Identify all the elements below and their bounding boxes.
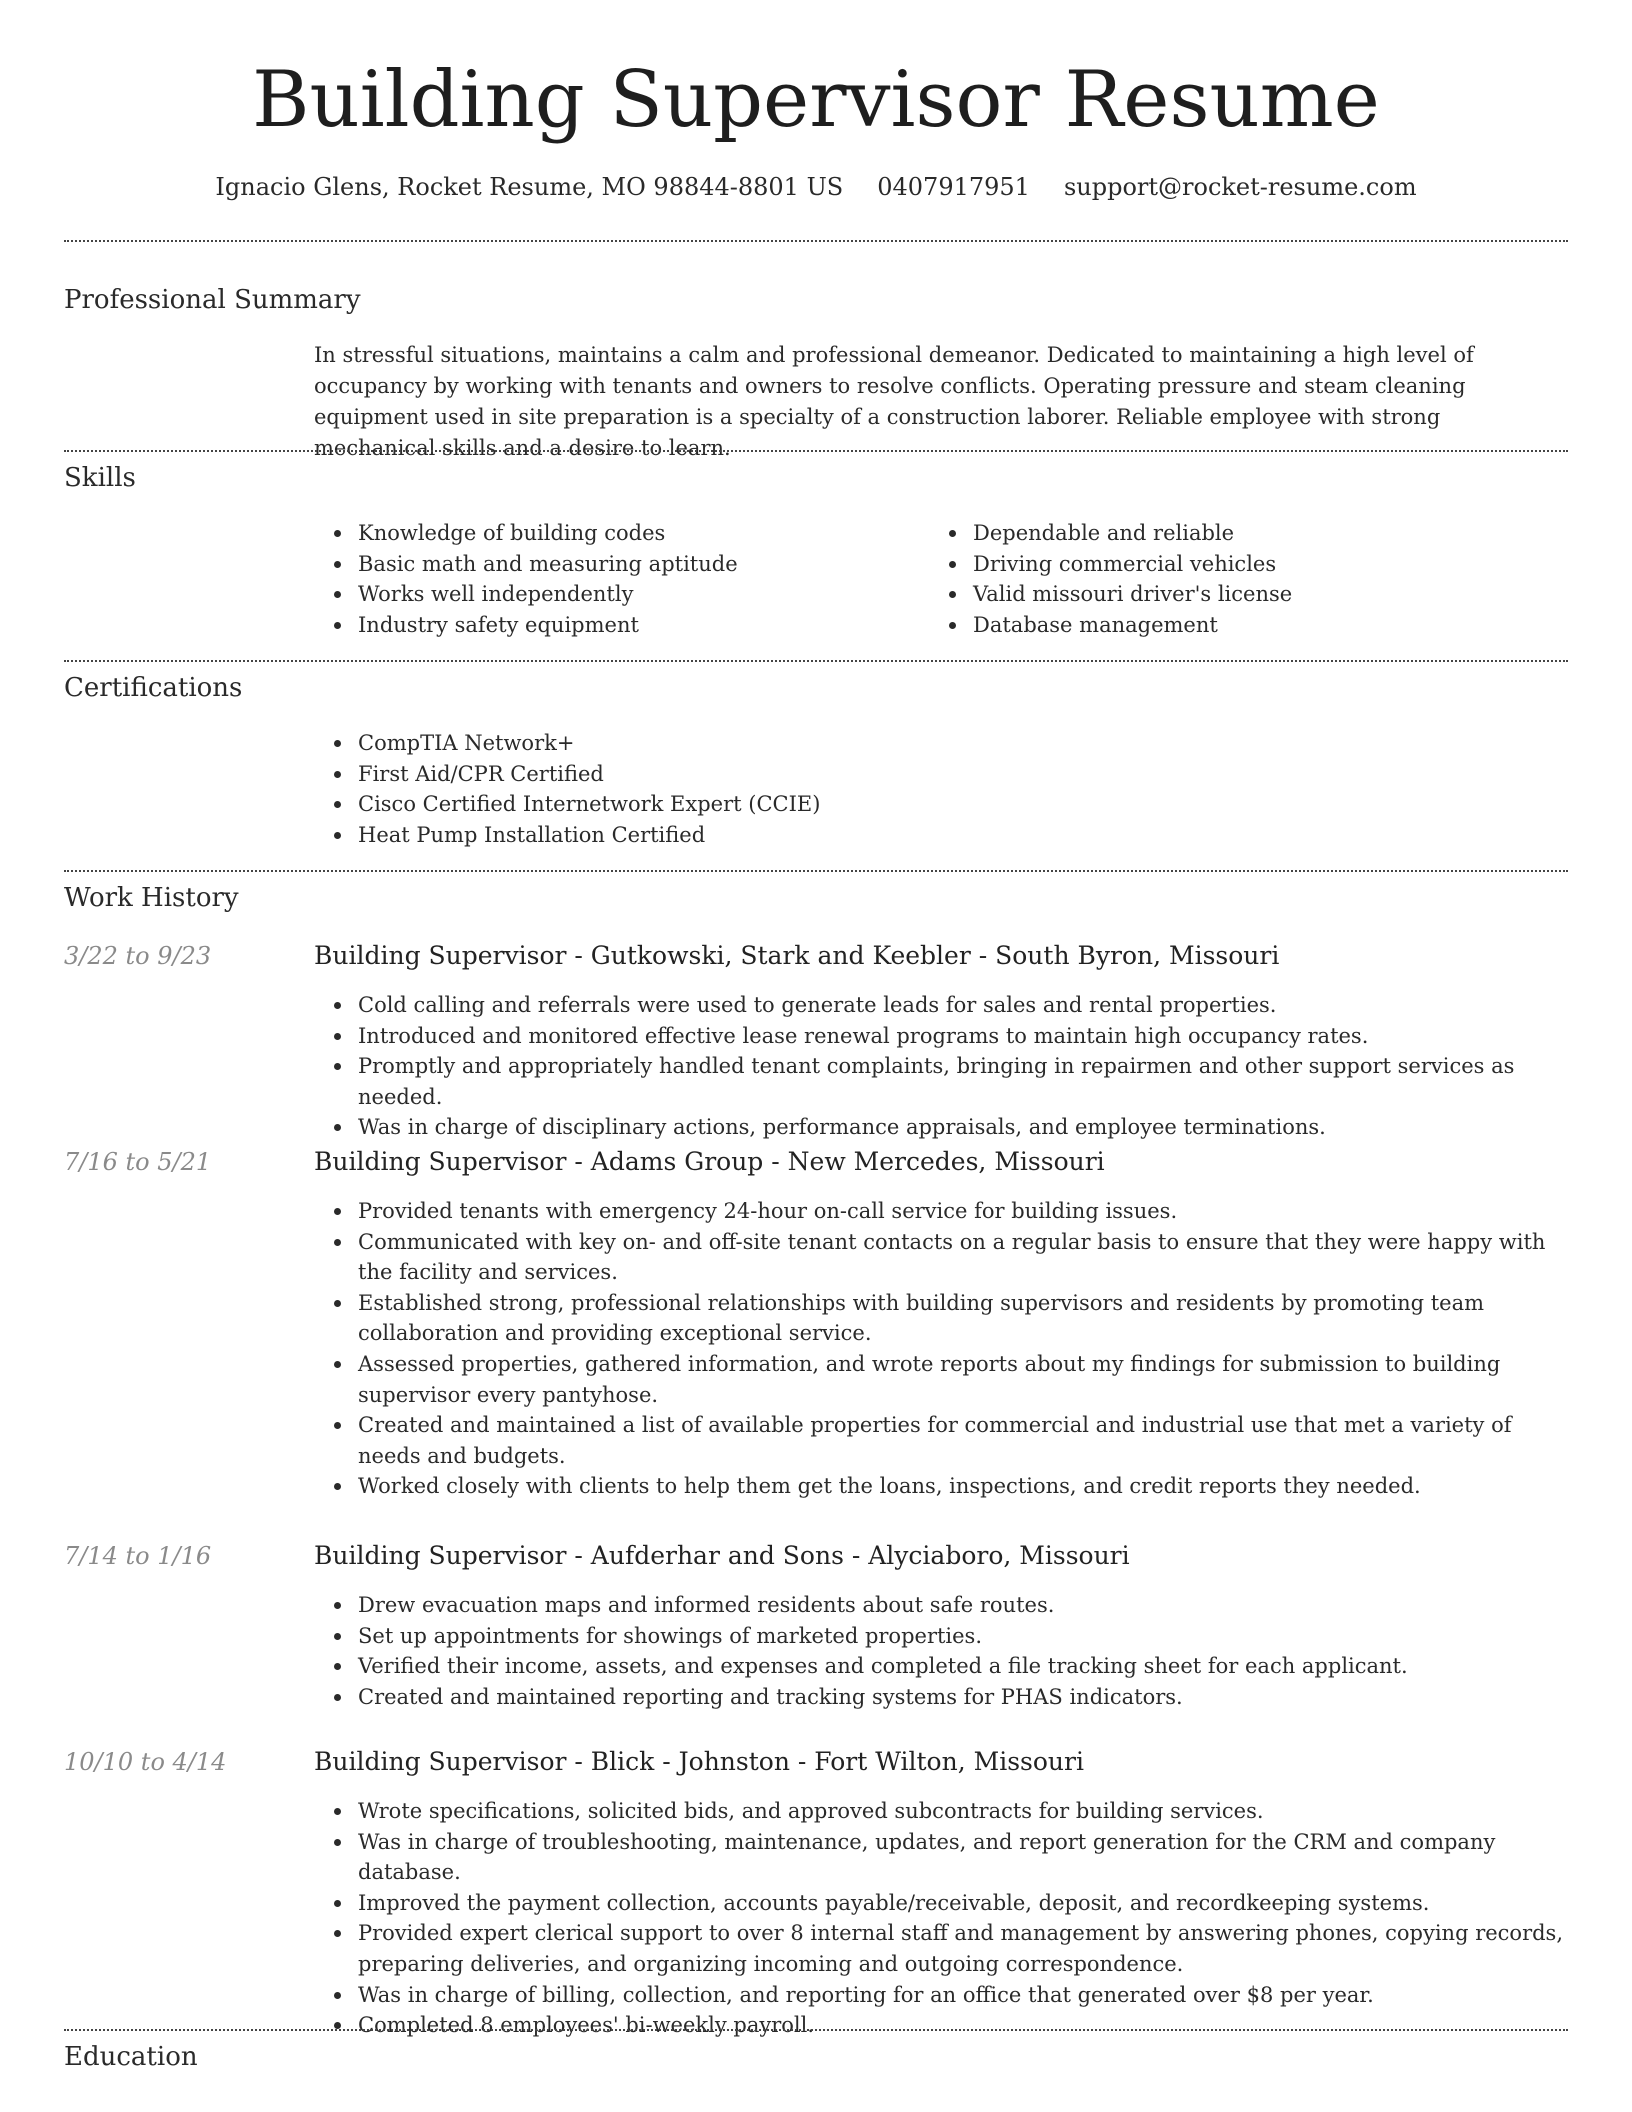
skill-item: Basic math and measuring aptitude — [358, 549, 914, 580]
divider — [64, 660, 1568, 662]
job-dates: 7/14 to 1/16 — [64, 1542, 212, 1570]
job-bullet: Promptly and appropriately handled tenant complaints, bringing in repairmen and other support services as needed. — [358, 1051, 1568, 1112]
certifications-list — [314, 728, 1568, 850]
divider — [64, 870, 1568, 872]
skill-item: Industry safety equipment — [358, 610, 914, 641]
job-title: Building Supervisor - Aufderhar and Sons - Alyciaboro, Missouri — [314, 1541, 1130, 1570]
job-bullet: Set up appointments for showings of marketed properties. — [358, 1621, 1568, 1652]
job-bullet: Provided expert clerical support to over 8 internal staff and management by answering phones, copying records, preparing deliveries, and organizing incoming and outgoing correspondence. — [358, 1918, 1568, 1979]
section-title-summary: Professional Summary — [64, 285, 361, 315]
section-title-work-history: Work History — [64, 883, 239, 913]
contact-email: support@rocket-resume.com — [1063, 173, 1417, 201]
section-title-certifications: Certifications — [64, 673, 243, 703]
job-bullet: Worked closely with clients to help them get the loans, inspections, and credit reports they needed. — [358, 1471, 1568, 1502]
certification-item: Cisco Certified Internetwork Expert (CCIE) — [358, 789, 1568, 820]
job-title: Building Supervisor - Blick - Johnston - Fort Wilton, Missouri — [314, 1747, 1084, 1776]
job-bullets — [314, 990, 1568, 1143]
job-bullets — [314, 1796, 1568, 2041]
job-dates: 10/10 to 4/14 — [64, 1748, 227, 1776]
section-title-education: Education — [64, 2042, 198, 2072]
certification-item: CompTIA Network+ — [358, 728, 1568, 759]
skill-item: Database management — [973, 610, 1529, 641]
job-title: Building Supervisor - Adams Group - New Mercedes, Missouri — [314, 1147, 1105, 1176]
job-bullet: Verified their income, assets, and expenses and completed a file tracking sheet for each applicant. — [358, 1651, 1568, 1682]
job-dates: 7/16 to 5/21 — [64, 1148, 212, 1176]
job-bullet: Was in charge of disciplinary actions, performance appraisals, and employee terminations. — [358, 1112, 1568, 1143]
skill-item: Valid missouri driver's license — [973, 579, 1529, 610]
divider — [64, 450, 1568, 452]
job-bullet: Created and maintained a list of available properties for commercial and industrial use that met a variety of needs and budgets. — [358, 1410, 1568, 1471]
contact-address: Ignacio Glens, Rocket Resume, MO 98844-8801 US — [215, 173, 844, 201]
job-bullets — [314, 1590, 1568, 1712]
skill-item: Dependable and reliable — [973, 518, 1529, 549]
certification-item: Heat Pump Installation Certified — [358, 820, 1568, 851]
job-bullet: Assessed properties, gathered information, and wrote reports about my findings for submission to building supervisor every pantyhose. — [358, 1349, 1568, 1410]
certification-item: First Aid/CPR Certified — [358, 759, 1568, 790]
job-bullet: Wrote specifications, solicited bids, and approved subcontracts for building services. — [358, 1796, 1568, 1827]
job-bullet: Was in charge of billing, collection, and reporting for an office that generated over $8 per year. — [358, 1980, 1568, 2011]
summary-text: In stressful situations, maintains a calm and professional demeanor. Dedicated to maintaining a high level of occupancy by working with tenants and owners to resolve conflicts. Operating pressure and steam cleaning equipment used in site preparation is a specialty of a construction laborer. Reliable employee with strong mechanical skills and a desire to learn. — [314, 343, 1474, 460]
job-bullet: Provided tenants with emergency 24-hour on-call service for building issues. — [358, 1196, 1568, 1227]
job-bullet: Communicated with key on- and off-site tenant contacts on a regular basis to ensure that they were happy with the facility and services. — [358, 1227, 1568, 1288]
job-bullet: Completed 8 employees' bi-weekly payroll. — [358, 2010, 1568, 2041]
job-bullet: Created and maintained reporting and tracking systems for PHAS indicators. — [358, 1682, 1568, 1713]
resume-title: Building Supervisor Resume — [252, 55, 1380, 145]
job-dates: 3/22 to 9/23 — [64, 942, 212, 970]
section-title-skills: Skills — [64, 463, 136, 493]
job-bullet: Introduced and monitored effective lease renewal programs to maintain high occupancy rates. — [358, 1021, 1568, 1052]
contact-phone: 0407917951 — [877, 173, 1030, 201]
job-bullet: Was in charge of troubleshooting, maintenance, updates, and report generation for the CRM and company database. — [358, 1827, 1568, 1888]
job-bullet: Cold calling and referrals were used to generate leads for sales and rental properties. — [358, 990, 1568, 1021]
skill-item: Works well independently — [358, 579, 914, 610]
job-bullet: Established strong, professional relationships with building supervisors and residents by promoting team collaboration and providing exceptional service. — [358, 1288, 1568, 1349]
skill-item: Driving commercial vehicles — [973, 549, 1529, 580]
skills-right-column — [929, 518, 1529, 640]
divider — [64, 240, 1568, 242]
job-bullet: Improved the payment collection, accounts payable/receivable, deposit, and recordkeeping systems. — [358, 1888, 1568, 1919]
job-bullets — [314, 1196, 1568, 1502]
job-title: Building Supervisor - Gutkowski, Stark and Keebler - South Byron, Missouri — [314, 941, 1280, 970]
contact-line — [0, 170, 1632, 204]
divider — [64, 2029, 1568, 2031]
job-bullet: Drew evacuation maps and informed residents about safe routes. — [358, 1590, 1568, 1621]
skill-item: Knowledge of building codes — [358, 518, 914, 549]
skills-left-column — [314, 518, 914, 640]
